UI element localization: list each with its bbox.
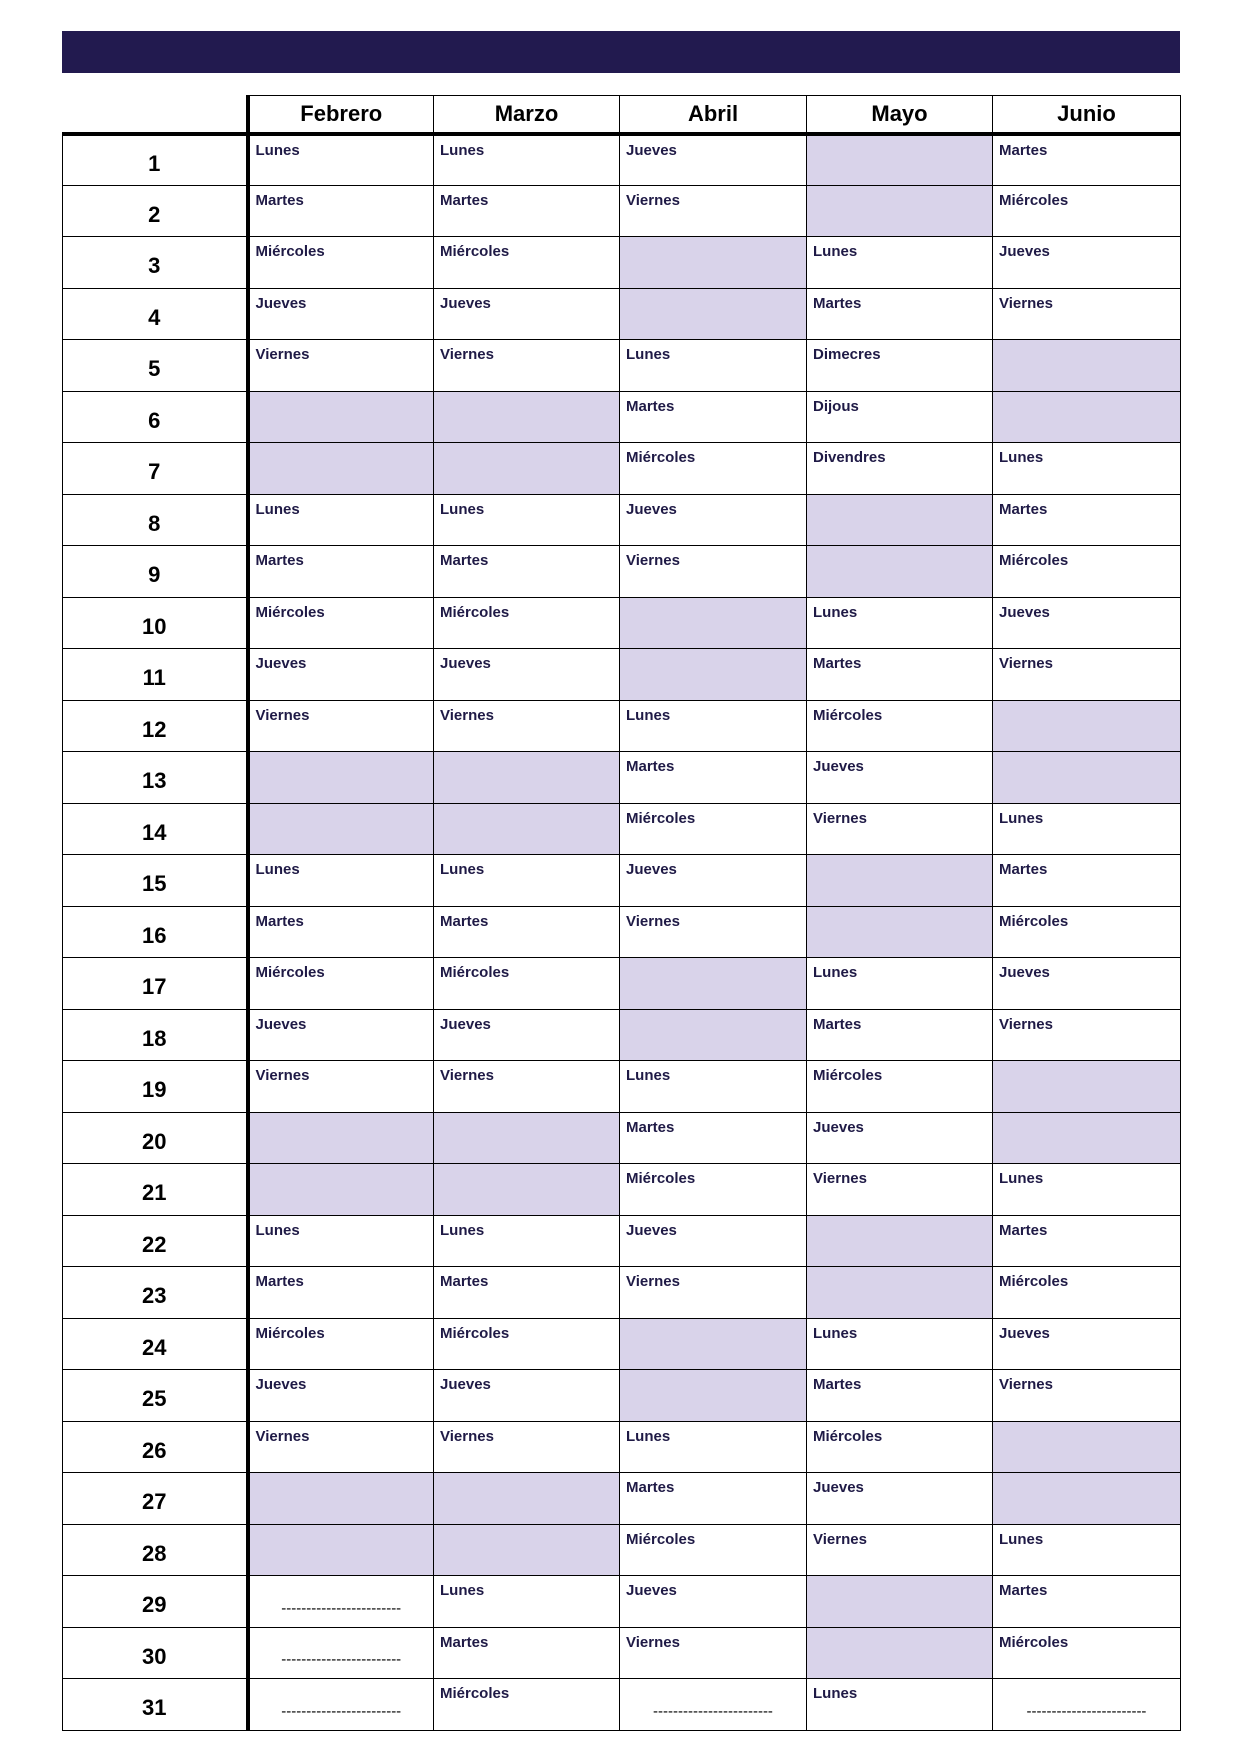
- weekday-cell: Miércoles: [993, 546, 1181, 598]
- non-school-day-cell: [807, 1215, 993, 1267]
- weekday-cell: Martes: [807, 1370, 993, 1422]
- weekday-cell: Martes: [434, 546, 620, 598]
- month-header-row: [63, 96, 1181, 134]
- header-corner: [63, 96, 248, 134]
- non-school-day-cell: [620, 237, 807, 289]
- weekday-cell: Miércoles: [434, 1318, 620, 1370]
- weekday-cell: Jueves: [248, 288, 434, 340]
- table-row: [63, 443, 1181, 495]
- weekday-cell: Viernes: [434, 340, 620, 392]
- table-row: [63, 803, 1181, 855]
- weekday-cell: Miércoles: [248, 237, 434, 289]
- day-number: 8: [63, 494, 248, 546]
- day-number: 4: [63, 288, 248, 340]
- weekday-cell: Viernes: [620, 1627, 807, 1679]
- weekday-cell: Viernes: [620, 1267, 807, 1319]
- table-row: [63, 1164, 1181, 1216]
- weekday-cell: Martes: [434, 1267, 620, 1319]
- weekday-cell: Miércoles: [434, 237, 620, 289]
- weekday-cell: Viernes: [620, 906, 807, 958]
- table-row: [63, 906, 1181, 958]
- weekday-cell: Jueves: [434, 1009, 620, 1061]
- day-number: 23: [63, 1267, 248, 1319]
- weekday-cell: Lunes: [993, 1524, 1181, 1576]
- non-school-day-cell: [807, 906, 993, 958]
- non-school-day-cell: [248, 391, 434, 443]
- non-school-day-cell: [248, 1473, 434, 1525]
- weekday-cell: Jueves: [248, 1009, 434, 1061]
- weekday-cell: Lunes: [620, 340, 807, 392]
- weekday-cell: Viernes: [434, 1421, 620, 1473]
- table-row: [63, 1009, 1181, 1061]
- weekday-cell: Miércoles: [993, 1627, 1181, 1679]
- weekday-cell: Martes: [620, 1112, 807, 1164]
- non-school-day-cell: [434, 752, 620, 804]
- weekday-cell: Lunes: [434, 1215, 620, 1267]
- non-school-day-cell: [248, 1112, 434, 1164]
- day-number: 7: [63, 443, 248, 495]
- weekday-cell: Jueves: [993, 237, 1181, 289]
- weekday-cell: Lunes: [993, 443, 1181, 495]
- weekday-cell: Jueves: [620, 855, 807, 907]
- weekday-cell: Martes: [620, 391, 807, 443]
- table-row: [63, 1318, 1181, 1370]
- no-date-cell: ------------------------: [248, 1576, 434, 1628]
- weekday-cell: Miércoles: [620, 803, 807, 855]
- day-number: 12: [63, 700, 248, 752]
- table-row: [63, 546, 1181, 598]
- no-date-cell: ------------------------: [248, 1627, 434, 1679]
- weekday-cell: Miércoles: [248, 958, 434, 1010]
- weekday-cell: Jueves: [620, 1576, 807, 1628]
- table-row: [63, 1215, 1181, 1267]
- weekday-cell: Jueves: [248, 649, 434, 701]
- weekday-cell: Viernes: [620, 546, 807, 598]
- weekday-cell: Jueves: [807, 1473, 993, 1525]
- weekday-cell: Miércoles: [620, 1164, 807, 1216]
- weekday-cell: Viernes: [993, 1009, 1181, 1061]
- day-number: 24: [63, 1318, 248, 1370]
- weekday-cell: Viernes: [993, 288, 1181, 340]
- weekday-cell: Viernes: [807, 1524, 993, 1576]
- weekday-cell: Jueves: [434, 1370, 620, 1422]
- weekday-cell: Miércoles: [434, 958, 620, 1010]
- non-school-day-cell: [434, 1112, 620, 1164]
- no-date-cell: ------------------------: [620, 1679, 807, 1731]
- non-school-day-cell: [248, 803, 434, 855]
- non-school-day-cell: [993, 1061, 1181, 1113]
- weekday-cell: Lunes: [248, 494, 434, 546]
- weekday-cell: Jueves: [993, 597, 1181, 649]
- weekday-cell: Jueves: [807, 752, 993, 804]
- non-school-day-cell: [993, 340, 1181, 392]
- weekday-cell: Martes: [434, 906, 620, 958]
- table-row: [63, 855, 1181, 907]
- weekday-cell: Lunes: [993, 803, 1181, 855]
- weekday-cell: Viernes: [248, 340, 434, 392]
- weekday-cell: Jueves: [620, 134, 807, 186]
- weekday-cell: Martes: [248, 1267, 434, 1319]
- day-number: 26: [63, 1421, 248, 1473]
- weekday-cell: Lunes: [434, 494, 620, 546]
- weekday-cell: Viernes: [993, 1370, 1181, 1422]
- day-number: 5: [63, 340, 248, 392]
- day-number: 25: [63, 1370, 248, 1422]
- non-school-day-cell: [434, 1524, 620, 1576]
- weekday-cell: Martes: [620, 752, 807, 804]
- month-header: Abril: [620, 96, 807, 134]
- day-number: 11: [63, 649, 248, 701]
- weekday-cell: Miércoles: [993, 1267, 1181, 1319]
- month-header: Mayo: [807, 96, 993, 134]
- month-header: Febrero: [248, 96, 434, 134]
- weekday-cell: Jueves: [434, 649, 620, 701]
- weekday-cell: Lunes: [434, 1576, 620, 1628]
- non-school-day-cell: [434, 803, 620, 855]
- weekday-cell: Martes: [993, 855, 1181, 907]
- table-row: [63, 1627, 1181, 1679]
- weekday-cell: Dijous: [807, 391, 993, 443]
- no-date-cell: ------------------------: [993, 1679, 1181, 1731]
- day-number: 16: [63, 906, 248, 958]
- non-school-day-cell: [807, 1627, 993, 1679]
- weekday-cell: Martes: [807, 1009, 993, 1061]
- table-row: [63, 237, 1181, 289]
- table-row: [63, 752, 1181, 804]
- table-row: [63, 1061, 1181, 1113]
- weekday-cell: Lunes: [807, 237, 993, 289]
- table-row: [63, 958, 1181, 1010]
- table-row: [63, 185, 1181, 237]
- non-school-day-cell: [993, 1473, 1181, 1525]
- non-school-day-cell: [807, 1267, 993, 1319]
- day-number: 9: [63, 546, 248, 598]
- weekday-cell: Jueves: [434, 288, 620, 340]
- table-row: [63, 1421, 1181, 1473]
- table-row: [63, 1267, 1181, 1319]
- day-number: 2: [63, 185, 248, 237]
- weekday-cell: Viernes: [993, 649, 1181, 701]
- weekday-cell: Martes: [434, 1627, 620, 1679]
- month-header: Junio: [993, 96, 1181, 134]
- non-school-day-cell: [993, 1112, 1181, 1164]
- day-number: 31: [63, 1679, 248, 1731]
- weekday-cell: Martes: [993, 134, 1181, 186]
- weekday-cell: Jueves: [807, 1112, 993, 1164]
- weekday-cell: Lunes: [993, 1164, 1181, 1216]
- weekday-cell: Lunes: [248, 134, 434, 186]
- weekday-cell: Martes: [248, 185, 434, 237]
- title-banner: [62, 31, 1180, 73]
- table-row: [63, 288, 1181, 340]
- table-row: [63, 1576, 1181, 1628]
- non-school-day-cell: [434, 1164, 620, 1216]
- table-row: [63, 700, 1181, 752]
- table-row: [63, 494, 1181, 546]
- weekday-cell: Miércoles: [993, 185, 1181, 237]
- weekday-cell: Dimecres: [807, 340, 993, 392]
- table-row: [63, 1112, 1181, 1164]
- weekday-cell: Jueves: [620, 494, 807, 546]
- day-number: 27: [63, 1473, 248, 1525]
- weekday-cell: Miércoles: [620, 443, 807, 495]
- weekday-cell: Lunes: [807, 1318, 993, 1370]
- day-number: 3: [63, 237, 248, 289]
- table-row: [63, 649, 1181, 701]
- day-number: 30: [63, 1627, 248, 1679]
- non-school-day-cell: [434, 443, 620, 495]
- weekday-cell: Jueves: [993, 958, 1181, 1010]
- weekday-cell: Miércoles: [807, 1421, 993, 1473]
- month-header: Marzo: [434, 96, 620, 134]
- table-row: [63, 391, 1181, 443]
- table-row: [63, 1679, 1181, 1731]
- non-school-day-cell: [620, 597, 807, 649]
- non-school-day-cell: [248, 1164, 434, 1216]
- weekday-cell: Miércoles: [620, 1524, 807, 1576]
- non-school-day-cell: [807, 546, 993, 598]
- weekday-cell: Martes: [248, 546, 434, 598]
- weekday-cell: Miércoles: [807, 700, 993, 752]
- non-school-day-cell: [620, 288, 807, 340]
- weekday-cell: Divendres: [807, 443, 993, 495]
- weekday-cell: Lunes: [434, 134, 620, 186]
- day-number: 18: [63, 1009, 248, 1061]
- weekday-cell: Viernes: [434, 700, 620, 752]
- weekday-cell: Miércoles: [993, 906, 1181, 958]
- day-number: 1: [63, 134, 248, 186]
- table-row: [63, 340, 1181, 392]
- non-school-day-cell: [248, 443, 434, 495]
- non-school-day-cell: [620, 958, 807, 1010]
- weekday-cell: Lunes: [807, 597, 993, 649]
- weekday-cell: Miércoles: [434, 1679, 620, 1731]
- weekday-cell: Miércoles: [248, 597, 434, 649]
- weekday-cell: Martes: [248, 906, 434, 958]
- weekday-cell: Viernes: [620, 185, 807, 237]
- no-date-cell: ------------------------: [248, 1679, 434, 1731]
- non-school-day-cell: [993, 752, 1181, 804]
- weekday-cell: Lunes: [620, 700, 807, 752]
- weekday-cell: Viernes: [248, 1421, 434, 1473]
- weekday-cell: Jueves: [993, 1318, 1181, 1370]
- weekday-cell: Martes: [993, 494, 1181, 546]
- day-number: 20: [63, 1112, 248, 1164]
- table-row: [63, 134, 1181, 186]
- table-row: [63, 1370, 1181, 1422]
- table-row: [63, 1473, 1181, 1525]
- weekday-cell: Martes: [807, 649, 993, 701]
- non-school-day-cell: [993, 700, 1181, 752]
- non-school-day-cell: [620, 1009, 807, 1061]
- day-number: 29: [63, 1576, 248, 1628]
- weekday-cell: Viernes: [807, 1164, 993, 1216]
- weekday-cell: Miércoles: [807, 1061, 993, 1113]
- weekday-cell: Martes: [620, 1473, 807, 1525]
- weekday-cell: Viernes: [807, 803, 993, 855]
- weekday-cell: Lunes: [807, 958, 993, 1010]
- non-school-day-cell: [807, 855, 993, 907]
- weekday-cell: Lunes: [807, 1679, 993, 1731]
- day-number: 10: [63, 597, 248, 649]
- table-row: [63, 1524, 1181, 1576]
- weekday-cell: Viernes: [248, 1061, 434, 1113]
- non-school-day-cell: [620, 1318, 807, 1370]
- weekday-cell: Lunes: [248, 855, 434, 907]
- weekday-cell: Lunes: [434, 855, 620, 907]
- non-school-day-cell: [807, 494, 993, 546]
- weekday-cell: Martes: [434, 185, 620, 237]
- weekday-cell: Miércoles: [248, 1318, 434, 1370]
- non-school-day-cell: [434, 391, 620, 443]
- calendar-body: [63, 134, 1181, 1731]
- non-school-day-cell: [807, 134, 993, 186]
- weekday-cell: Miércoles: [434, 597, 620, 649]
- non-school-day-cell: [620, 1370, 807, 1422]
- day-number: 28: [63, 1524, 248, 1576]
- non-school-day-cell: [434, 1473, 620, 1525]
- weekday-cell: Jueves: [248, 1370, 434, 1422]
- weekday-cell: Martes: [807, 288, 993, 340]
- non-school-day-cell: [807, 1576, 993, 1628]
- weekday-cell: Lunes: [248, 1215, 434, 1267]
- day-number: 6: [63, 391, 248, 443]
- non-school-day-cell: [248, 1524, 434, 1576]
- non-school-day-cell: [248, 752, 434, 804]
- day-number: 22: [63, 1215, 248, 1267]
- day-number: 14: [63, 803, 248, 855]
- day-number: 21: [63, 1164, 248, 1216]
- weekday-cell: Viernes: [248, 700, 434, 752]
- day-number: 19: [63, 1061, 248, 1113]
- non-school-day-cell: [993, 391, 1181, 443]
- weekday-cell: Lunes: [620, 1061, 807, 1113]
- day-number: 15: [63, 855, 248, 907]
- non-school-day-cell: [807, 185, 993, 237]
- calendar-table: [62, 95, 1181, 1731]
- non-school-day-cell: [620, 649, 807, 701]
- weekday-cell: Jueves: [620, 1215, 807, 1267]
- weekday-cell: Viernes: [434, 1061, 620, 1113]
- weekday-cell: Martes: [993, 1215, 1181, 1267]
- table-row: [63, 597, 1181, 649]
- weekday-cell: Lunes: [620, 1421, 807, 1473]
- weekday-cell: Martes: [993, 1576, 1181, 1628]
- day-number: 13: [63, 752, 248, 804]
- day-number: 17: [63, 958, 248, 1010]
- non-school-day-cell: [993, 1421, 1181, 1473]
